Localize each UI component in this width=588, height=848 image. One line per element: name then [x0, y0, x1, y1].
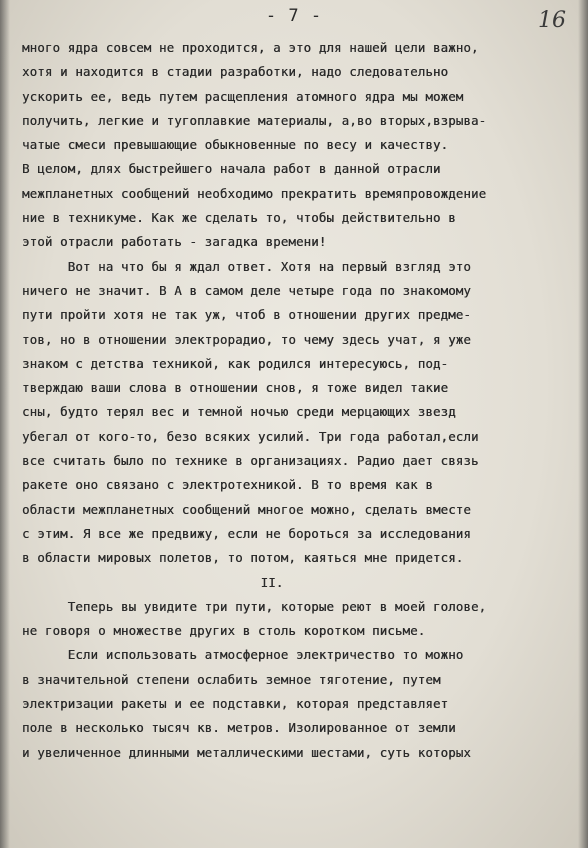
text-line: все считать было по технике в организациях. Радио дает связь — [22, 453, 479, 469]
text-line: пути пройти хотя не так уж, чтоб в отношении других предме- — [22, 307, 471, 323]
text-line: убегал от кого-то, безо всяких усилий. Три года работал,если — [22, 428, 479, 444]
handwritten-folio-number: 16 — [538, 8, 566, 33]
text-line: и увеличенное длинными металлическими шестами, суть которых — [22, 744, 471, 760]
text-line: ускорить ее, ведь путем расщепления атомного ядра мы можем — [22, 88, 464, 104]
text-line: межпланетных сообщений необходимо прекратить времяпровождение — [22, 185, 487, 201]
typewritten-text-body — [22, 36, 582, 765]
text-line: тверждаю ваши слова в отношении снов, я тоже видел такие — [22, 380, 449, 396]
text-line: ракете оно связано с электротехникой. В то время как в — [22, 477, 433, 493]
text-line: чатые смеси превышающие обыкновенные по весу и качеству. — [22, 137, 449, 153]
text-line: много ядра совсем не проходится, а это для нашей цели важно, — [22, 40, 479, 55]
text-line: получить, легкие и тугоплавкие материалы, а,во вторых,взрыва- — [22, 112, 487, 128]
text-line: поле в несколько тысяч кв. метров. Изолированное от земли — [22, 720, 456, 736]
text-line: в области мировых полетов, то потом, каяться мне придется. — [22, 550, 464, 566]
text-line: в значительной степени ослабить земное тяготение, путем — [22, 671, 441, 687]
text-line: сны, будто терял вес и темной ночью среди мерцающих звезд — [22, 404, 456, 420]
section-heading: II. — [260, 574, 284, 590]
text-line: хотя и находится в стадии разработки, надо следовательно — [22, 64, 449, 80]
text-line: ние в техникуме. Как же сделать то, чтобы действительно в — [22, 210, 456, 226]
text-line: Если использовать атмосферное электричество то можно — [22, 647, 464, 663]
text-line: с этим. Я все же предвижу, если не бороться за исследования — [22, 525, 471, 541]
text-line: Вот на что бы я ждал ответ. Хотя на первый взгляд это — [22, 258, 471, 274]
text-line: Теперь вы увидите три пути, которые реют в моей голове, — [22, 598, 487, 614]
text-line: В целом, длях быстрейшего начала работ в данной отрасли — [22, 161, 441, 177]
page-edge-shadow-left — [0, 0, 10, 848]
text-line: области межпланетных сообщений многое можно, сделать вместе — [22, 501, 471, 517]
text-line: этой отрасли работать - загадка времени! — [22, 234, 327, 250]
text-line: тов, но в отношении электрорадио, то чему здесь учат, я уже — [22, 331, 471, 347]
page-number: - 7 - — [265, 6, 323, 26]
text-line: не говоря о множестве других в столь коротком письме. — [22, 623, 426, 639]
text-line: электризации ракеты и ее подставки, которая представляет — [22, 696, 449, 712]
text-line: знаком с детства техникой, как родился интересуюсь, под- — [22, 355, 449, 371]
text-line: ничего не значит. В А в самом деле четыре года по знакомому — [22, 282, 471, 298]
